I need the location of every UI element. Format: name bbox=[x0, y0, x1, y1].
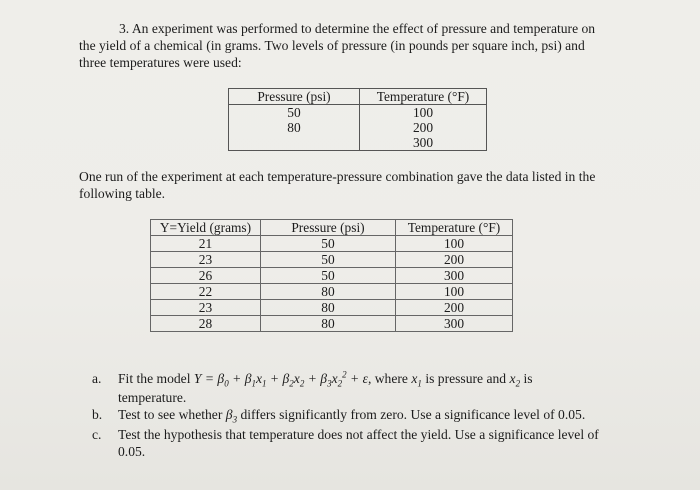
table-row bbox=[151, 236, 513, 252]
data-table bbox=[150, 219, 513, 332]
table-cell: 23 bbox=[151, 300, 261, 316]
table-row bbox=[151, 300, 513, 316]
table-cell: 80 bbox=[229, 120, 360, 135]
question-a bbox=[92, 370, 533, 387]
table-cell: 80 bbox=[261, 300, 396, 316]
model-equation: $Y = \beta_0 + \beta_1x_1 + \beta_2x_2 + \beta_3x_2^2 + \varepsilon$ bbox=[193, 369, 368, 389]
question-c-label: c. bbox=[92, 427, 102, 442]
question-c-line1: Test the hypothesis that temperature does not affect the yield. Use a significance level of bbox=[118, 427, 599, 442]
table-cell: 100 bbox=[396, 236, 513, 252]
table-cell: 100 bbox=[396, 284, 513, 300]
question-a-text-mid2: is pressure and bbox=[425, 371, 507, 386]
intro-line-1: 3. An experiment was performed to determine the effect of pressure and temperature on bbox=[119, 21, 596, 36]
table-cell: 50 bbox=[261, 252, 396, 268]
question-a-text-pre: Fit the model bbox=[118, 371, 191, 386]
table-cell: 200 bbox=[396, 252, 513, 268]
table-cell: 80 bbox=[261, 316, 396, 332]
question-a-line2: temperature. bbox=[118, 390, 187, 405]
levels-table bbox=[228, 88, 487, 151]
table-cell: 22 bbox=[151, 284, 261, 300]
table-cell: 50 bbox=[261, 268, 396, 284]
table-row bbox=[229, 105, 487, 121]
question-b bbox=[92, 406, 585, 423]
question-c-line2: 0.05. bbox=[118, 444, 146, 459]
beta3-symbol: $\beta_3$ bbox=[225, 407, 238, 425]
table-cell: 300 bbox=[360, 135, 487, 151]
question-b-label: b. bbox=[92, 407, 103, 422]
table-cell: 28 bbox=[151, 316, 261, 332]
question-c bbox=[92, 426, 599, 443]
data-header-yield: Y=Yield (grams) bbox=[151, 220, 261, 236]
table-row bbox=[151, 268, 513, 284]
var-x2: $x_2$ bbox=[509, 371, 521, 389]
levels-header-temperature: Temperature (°F) bbox=[360, 89, 487, 105]
table-row bbox=[229, 120, 487, 135]
table-cell: 100 bbox=[360, 105, 487, 121]
table-cell: 80 bbox=[261, 284, 396, 300]
data-table-header bbox=[151, 220, 513, 236]
intro-line-3: three temperatures were used: bbox=[79, 55, 242, 70]
table-row bbox=[151, 316, 513, 332]
table-cell: 300 bbox=[396, 316, 513, 332]
table-cell: 50 bbox=[261, 236, 396, 252]
levels-table-header bbox=[229, 89, 487, 105]
table-cell: 21 bbox=[151, 236, 261, 252]
question-a-text-end: is bbox=[523, 371, 533, 386]
table-row bbox=[151, 284, 513, 300]
levels-header-pressure: Pressure (psi) bbox=[229, 89, 360, 105]
table-cell bbox=[229, 135, 360, 151]
table-cell: 50 bbox=[229, 105, 360, 121]
table-row bbox=[229, 135, 487, 151]
question-b-pre: Test to see whether bbox=[118, 407, 223, 422]
middle-line-2: following table. bbox=[79, 186, 166, 201]
table-cell: 200 bbox=[396, 300, 513, 316]
table-row bbox=[151, 252, 513, 268]
question-b-post: differs significantly from zero. Use a significance level of 0.05. bbox=[240, 407, 586, 422]
question-a-text-mid: , where bbox=[367, 371, 408, 386]
question-a-label: a. bbox=[92, 371, 102, 386]
table-cell: 300 bbox=[396, 268, 513, 284]
intro-line-2: the yield of a chemical (in grams. Two levels of pressure (in pounds per square inch, psi) and bbox=[79, 38, 585, 53]
table-cell: 23 bbox=[151, 252, 261, 268]
var-x1: $x_1$ bbox=[411, 371, 422, 389]
data-header-pressure: Pressure (psi) bbox=[261, 220, 396, 236]
table-cell: 200 bbox=[360, 120, 487, 135]
data-header-temperature: Temperature (°F) bbox=[396, 220, 513, 236]
table-cell: 26 bbox=[151, 268, 261, 284]
middle-line-1: One run of the experiment at each temperature-pressure combination gave the data listed in the bbox=[79, 169, 596, 184]
